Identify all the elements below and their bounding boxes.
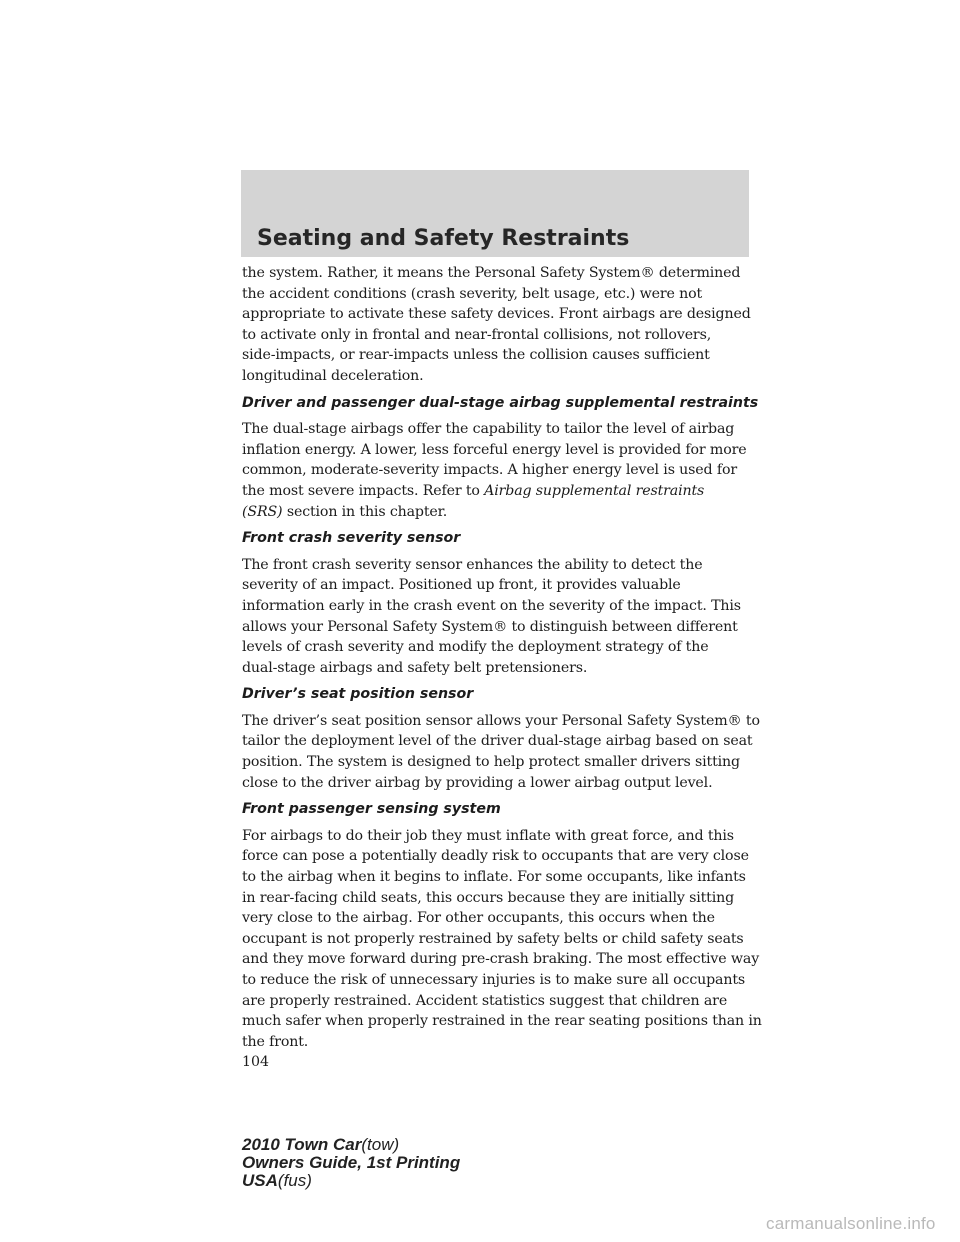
text-line: much safer when properly restrained in the rear seating positions than in xyxy=(242,1013,762,1030)
text-fragment: section in this chapter. xyxy=(282,503,448,520)
text-line: allows your Personal Safety System® to distinguish between different xyxy=(242,618,738,635)
text-line: dual-stage airbags and safety belt pretensioners. xyxy=(242,659,588,676)
text-line: tailor the deployment level of the driver dual-stage airbag based on seat xyxy=(242,733,753,750)
text-fragment: the most severe impacts. Refer to xyxy=(242,482,485,499)
cross-reference-link: (SRS) xyxy=(242,503,283,520)
text-line: to reduce the risk of unnecessary injuries is to make sure all occupants xyxy=(242,972,746,988)
text-line: to the airbag when it begins to inflate. For some occupants, like infants xyxy=(242,869,746,886)
footer-model-code: (tow) xyxy=(361,1135,400,1154)
text-line: longitudinal deceleration. xyxy=(242,367,424,384)
text-line: The front crash severity sensor enhances the ability to detect the xyxy=(242,556,703,573)
text-line xyxy=(242,502,756,523)
text-line: position. The system is designed to help protect smaller drivers sitting xyxy=(242,754,740,771)
page-number: 104 xyxy=(242,1054,270,1071)
text-line: to activate only in frontal and near-frontal collisions, not rollovers, xyxy=(242,326,712,343)
text-line: The dual-stage airbags offer the capability to tailor the level of airbag xyxy=(242,421,735,438)
section-title: Seating and Safety Restraints xyxy=(257,226,630,251)
text-line: severity of an impact. Positioned up front, it provides valuable xyxy=(242,577,681,594)
watermark-text: carmanualsonline.info xyxy=(766,1214,936,1233)
text-line: side-impacts, or rear-impacts unless the collision causes sufficient xyxy=(242,347,710,364)
paragraph-dual-stage-airbags xyxy=(242,419,756,522)
text-line: information early in the crash event on the severity of the impact. This xyxy=(242,597,741,614)
paragraph-crash-severity-sensor xyxy=(242,555,756,679)
text-line: are properly restrained. Accident statistics suggest that children are xyxy=(242,992,728,1009)
text-line: the system. Rather, it means the Personal Safety System® determined xyxy=(242,265,741,281)
text-line: inflation energy. A lower, less forceful energy level is provided for more xyxy=(242,441,747,458)
subheading-passenger-sensing: Front passenger sensing system xyxy=(242,801,501,818)
paragraph-seat-position-sensor xyxy=(242,711,760,793)
text-line: The driver’s seat position sensor allows your Personal Safety System® to xyxy=(242,712,760,729)
text-line: the front. xyxy=(242,1033,309,1050)
text-line: in rear-facing child seats, this occurs because they are initially sitting xyxy=(242,889,735,906)
subheading-seat-position-sensor: Driver’s seat position sensor xyxy=(242,686,474,703)
text-line: levels of crash severity and modify the deployment strategy of the xyxy=(242,639,709,656)
paragraph-intro xyxy=(242,263,756,387)
text-line: the accident conditions (crash severity, belt usage, etc.) were not xyxy=(242,285,703,302)
text-line: appropriate to activate these safety devices. Front airbags are designed xyxy=(242,306,751,323)
subheading-crash-severity-sensor: Front crash severity sensor xyxy=(242,530,461,547)
text-line: common, moderate-severity impacts. A higher energy level is used for xyxy=(242,462,737,479)
text-line xyxy=(242,481,756,502)
text-line: and they move forward during pre-crash braking. The most effective way xyxy=(242,951,760,968)
footer-market-code: (fus) xyxy=(277,1171,312,1190)
footer-line xyxy=(242,1154,460,1172)
footer-market: USA xyxy=(242,1171,278,1190)
footer-edition: Owners Guide, 1st Printing xyxy=(242,1153,461,1172)
text-line: For airbags to do their job they must inflate with great force, and this xyxy=(242,827,734,844)
page-content xyxy=(242,263,762,1072)
text-line: very close to the airbag. For other occupants, this occurs when the xyxy=(242,910,715,927)
text-line: occupant is not properly restrained by safety belts or child safety seats xyxy=(242,930,744,947)
footer-model: 2010 Town Car xyxy=(242,1135,362,1154)
subheading-dual-stage-airbags: Driver and passenger dual-stage airbag supplemental restraints xyxy=(242,394,759,411)
text-line: force can pose a potentially deadly risk to occupants that are very close xyxy=(242,848,749,865)
text-line: close to the driver airbag by providing a lower airbag output level. xyxy=(242,774,713,791)
footer-line xyxy=(242,1136,460,1154)
footer-line xyxy=(242,1172,460,1190)
paragraph-passenger-sensing xyxy=(242,826,762,1053)
document-footer xyxy=(242,1136,460,1190)
cross-reference-link: Airbag supplemental restraints xyxy=(484,482,705,499)
